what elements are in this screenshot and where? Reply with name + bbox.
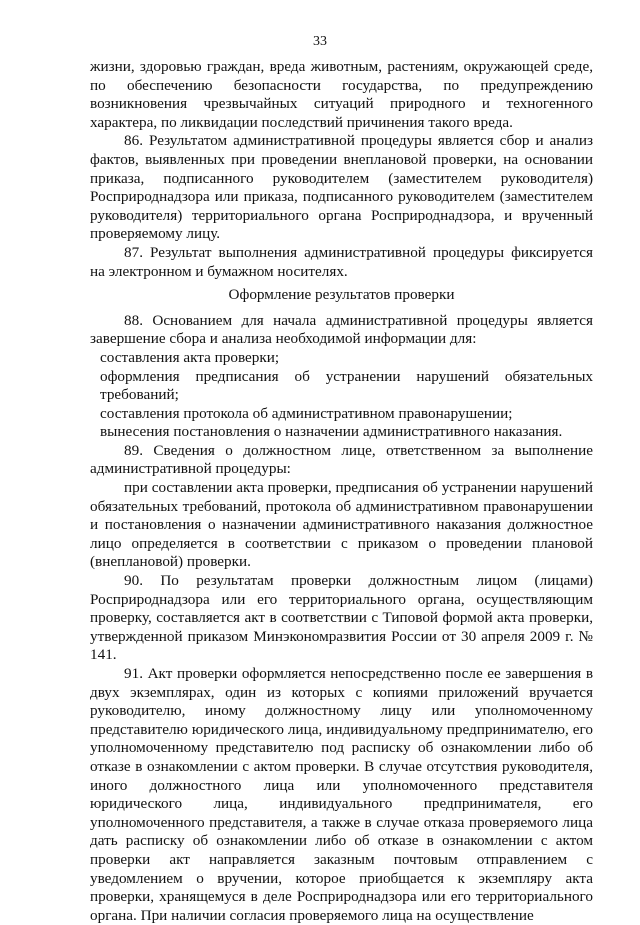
paragraph-89-detail: при составлении акта проверки, предписания об устранении нарушений обязательных требований, протокола об административном правонарушении и постановления о назначении административного наказания должностное лицо определяется в соответствии с приказом о проведении плановой (внеплановой) проверки. — [90, 479, 593, 571]
paragraph-86: 86. Результатом административной процедуры является сбор и анализ фактов, выявленных при проведении внеплановой проверки, на основании приказа, подписанного руководителем (заместителем руководителя) Росприроднадзора или приказа, подписанного руководителем (заместителем руководителя) территориального органа Росприроднадзора, и врученный проверяемому лицу. — [90, 132, 593, 243]
list-item: вынесения постановления о назначении административного наказания. — [100, 423, 563, 441]
paragraph-90: 90. По результатам проверки должностным лицом (лицами) Росприроднадзора или его территориального органа, осуществляющим проверку, составляется акт в соответствии с Типовой формой акта проверки, утвержденной приказом Минэкономразвития России от 30 апреля 2009 г. № 141. — [90, 572, 593, 664]
paragraph-continuation: жизни, здоровью граждан, вреда животным, растениям, окружающей среде, по обеспечению безопасности государства, по предупреждению возникновения чрезвычайных ситуаций природного и техногенного характера, по ликвидации последствий причинения такого вреда. — [90, 58, 593, 131]
list-item: составления акта проверки; — [100, 348, 280, 366]
document-body — [90, 58, 593, 925]
list-item: составления протокола об административном правонарушении; — [100, 404, 513, 422]
paragraph-89: 89. Сведения о должностном лице, ответственном за выполнение административной процедуры: — [90, 441, 593, 478]
paragraph-87: 87. Результат выполнения административной процедуры фиксируется на электронном и бумажном носителях. — [90, 243, 593, 280]
page-number: 33 — [313, 34, 327, 49]
paragraph-88: 88. Основанием для начала административной процедуры является завершение сбора и анализа необходимой информации для: — [90, 311, 593, 348]
list-item: оформления предписания об устранении нарушений обязательных требований; — [100, 367, 593, 404]
paragraph-91: 91. Акт проверки оформляется непосредственно после ее завершения в двух экземплярах, один из которых с копиями приложений вручается руководителю, иному должностному лицу или уполномоченному представителю юридического лица, индивидуальному предпринимателю, его уполномоченному представителю под расписку об ознакомлении либо об отказе в ознакомлении с актом проверки. В случае отсутствия руководителя, иного должностного лица или уполномоченного представителя юридического лица, индивидуального предпринимателя, его уполномоченного представителя, а также в случае отказа проверяемого лица дать расписку об ознакомлении либо об отказе в ознакомлении с актом проверки акт направляется заказным почтовым отправлением с уведомлением о вручении, которое приобщается к экземпляру акта проверки, хранящемуся в деле Росприроднадзора или его территориального органа. При наличии согласия проверяемого лица на осуществление — [90, 665, 593, 924]
section-heading: Оформление результатов проверки — [228, 286, 455, 304]
